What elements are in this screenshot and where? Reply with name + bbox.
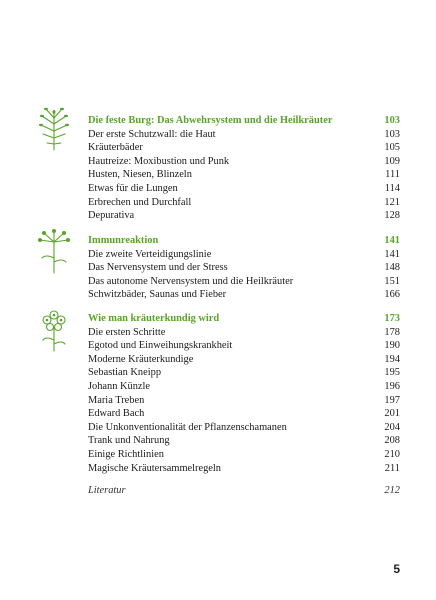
toc-entry[interactable] <box>88 339 400 353</box>
entry-title: Moderne Kräuterkundige <box>88 353 194 365</box>
entry-page: 208 <box>384 435 400 447</box>
entry-title: Kräuterbäder <box>88 142 143 154</box>
entry-page: 103 <box>384 128 400 140</box>
section-page: 141 <box>384 235 400 246</box>
entry-title: Die zweite Verteidigungslinie <box>88 248 212 260</box>
section-heading[interactable] <box>88 114 400 128</box>
entry-title: Die ersten Schritte <box>88 326 166 338</box>
section-title: Immunreaktion <box>88 235 159 246</box>
section-page: 103 <box>384 115 400 126</box>
entry-title: Husten, Niesen, Blinzeln <box>88 169 192 181</box>
section-title: Wie man kräuterkundig wird <box>88 313 220 324</box>
entry-page: 210 <box>384 448 400 460</box>
toc-entry[interactable] <box>88 261 400 275</box>
entry-page: 128 <box>384 210 400 222</box>
entry-page: 194 <box>384 353 400 365</box>
entry-page: 166 <box>384 289 400 301</box>
entry-page: 141 <box>384 248 400 260</box>
toc-entry[interactable] <box>88 380 400 394</box>
literatur-page: 212 <box>384 485 400 496</box>
entry-page: 201 <box>384 408 400 420</box>
entry-page: 105 <box>384 142 400 154</box>
toc-entry[interactable] <box>88 434 400 448</box>
toc-entry[interactable] <box>88 288 400 302</box>
toc-entry[interactable] <box>88 448 400 462</box>
entry-title: Johann Künzle <box>88 380 151 392</box>
toc-entry[interactable] <box>88 421 400 435</box>
section-page: 173 <box>384 313 400 324</box>
section-title: Die feste Burg: Das Abwehrsystem und die Heilkräuter <box>88 115 333 126</box>
entry-title: Maria Treben <box>88 394 145 406</box>
entry-page: 196 <box>384 380 400 392</box>
toc-entry[interactable] <box>88 462 400 476</box>
entry-title: Trank und Nahrung <box>88 435 170 447</box>
toc-entry[interactable] <box>88 155 400 169</box>
toc-entry[interactable] <box>88 141 400 155</box>
toc-entry[interactable] <box>88 353 400 367</box>
entry-page: 204 <box>384 421 400 433</box>
entry-title: Hautreize: Moxibustion und Punk <box>88 155 230 167</box>
herb-sprig-icon <box>36 106 72 152</box>
literatur-title: Literatur <box>88 485 126 496</box>
section-heading[interactable] <box>88 234 400 248</box>
toc-entry[interactable] <box>88 407 400 421</box>
toc-entry[interactable] <box>88 366 400 380</box>
entry-title: Sebastian Kneipp <box>88 367 162 379</box>
toc-section-1 <box>88 114 400 223</box>
entry-title: Erbrechen und Durchfall <box>88 196 192 208</box>
entry-title: Egotod und Einweihungskrankheit <box>88 340 233 352</box>
entry-title: Magische Kräutersammelregeln <box>88 462 222 474</box>
entry-page: 190 <box>384 340 400 352</box>
toc-section-3 <box>88 312 400 475</box>
entry-title: Edward Bach <box>88 408 145 420</box>
entry-page: 148 <box>384 262 400 274</box>
entry-page: 111 <box>385 169 400 181</box>
toc-entry[interactable] <box>88 326 400 340</box>
toc-entry[interactable] <box>88 196 400 210</box>
entry-page: 109 <box>384 155 400 167</box>
toc-entry[interactable] <box>88 128 400 142</box>
entry-page: 114 <box>384 182 400 194</box>
literatur-entry[interactable] <box>88 484 400 498</box>
entry-page: 211 <box>384 462 400 474</box>
entry-title: Schwitzbäder, Saunas und Fieber <box>88 289 227 301</box>
entry-page: 195 <box>384 367 400 379</box>
toc-entry[interactable] <box>88 394 400 408</box>
entry-title: Etwas für die Lungen <box>88 182 178 194</box>
toc-entry[interactable] <box>88 182 400 196</box>
entry-page: 121 <box>384 196 400 208</box>
entry-title: Der erste Schutzwall: die Haut <box>88 128 216 140</box>
entry-page: 178 <box>384 326 400 338</box>
clover-blossom-icon <box>36 306 72 352</box>
entry-title: Das Nervensystem und der Stress <box>88 262 228 274</box>
page-number: 5 <box>393 562 400 576</box>
toc-section-2 <box>88 234 400 302</box>
entry-page: 197 <box>384 394 400 406</box>
toc-entry[interactable] <box>88 168 400 182</box>
entry-title: Die Unkonventionalität der Pflanzenschamanen <box>88 421 287 433</box>
toc-entry[interactable] <box>88 209 400 223</box>
entry-title: Einige Richtlinien <box>88 448 164 460</box>
section-heading[interactable] <box>88 312 400 326</box>
toc-entry[interactable] <box>88 248 400 262</box>
entry-page: 151 <box>384 275 400 287</box>
flower-umbel-icon <box>36 228 72 274</box>
entry-title: Depurativa <box>88 210 135 222</box>
toc-entry[interactable] <box>88 275 400 289</box>
entry-title: Das autonome Nervensystem und die Heilkräuter <box>88 275 294 287</box>
toc-literatur <box>88 484 400 498</box>
